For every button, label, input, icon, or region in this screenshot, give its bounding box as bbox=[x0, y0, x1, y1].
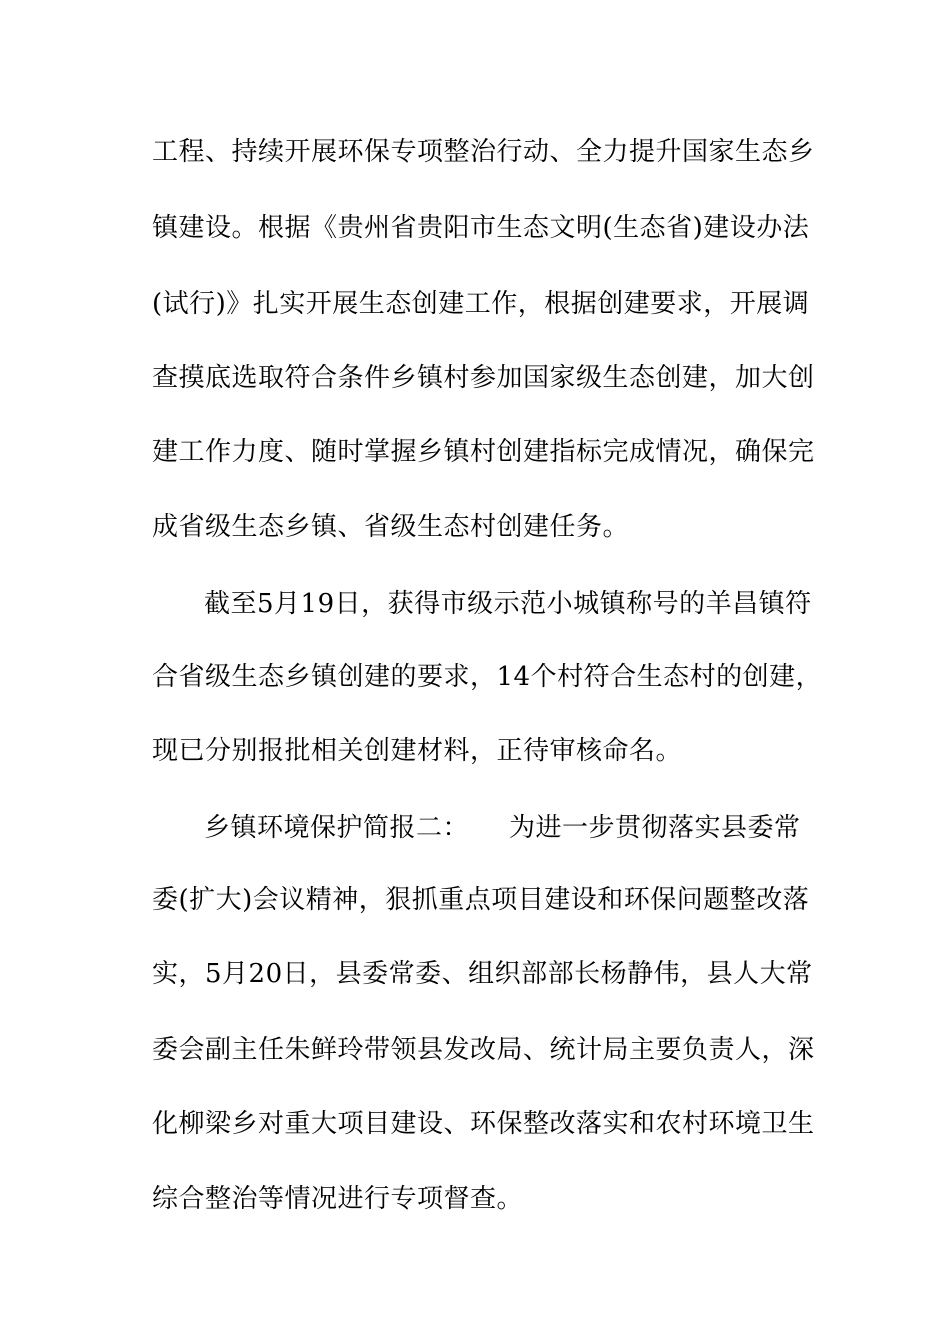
paragraph-line: 化柳梁乡对重大项目建设、环保整改落实和农村环境卫生 bbox=[152, 1109, 815, 1139]
paragraph-line: 委(扩大)会议精神，狠抓重点项目建设和环保问题整改落 bbox=[152, 885, 810, 915]
paragraph-line: 截至5月19日，获得市级示范小城镇称号的羊昌镇符 bbox=[204, 589, 812, 619]
paragraph-line: 镇建设。根据《贵州省贵阳市生态文明(生态省)建设办法 bbox=[152, 213, 810, 243]
paragraph-line: 实，5月20日，县委常委、组织部部长杨静伟，县人大常 bbox=[152, 959, 813, 989]
paragraph-line: 综合整治等情况进行专项督查。 bbox=[152, 1184, 524, 1214]
paragraph-line: 成省级生态乡镇、省级生态村创建任务。 bbox=[152, 512, 630, 542]
paragraph-line: 合省级生态乡镇创建的要求，14个村符合生态村的创建， bbox=[152, 662, 823, 692]
paragraph-line: 建工作力度、随时掌握乡镇村创建指标完成情况，确保完 bbox=[152, 437, 815, 467]
paragraph-line: 乡镇环境保护简报二： 为进一步贯彻落实县委常 bbox=[204, 813, 801, 843]
paragraph-line: 查摸底选取符合条件乡镇村参加国家级生态创建，加大创 bbox=[152, 363, 815, 393]
paragraph-line: 现已分别报批相关创建材料，正待审核命名。 bbox=[152, 736, 683, 766]
paragraph-line: 工程、持续开展环保专项整治行动、全力提升国家生态乡 bbox=[152, 137, 815, 167]
paragraph-line: 委会副主任朱鲜玲带领县发改局、统计局主要负责人，深 bbox=[152, 1035, 815, 1065]
paragraph-line: (试行)》扎实开展生态创建工作，根据创建要求，开展调 bbox=[152, 289, 810, 319]
